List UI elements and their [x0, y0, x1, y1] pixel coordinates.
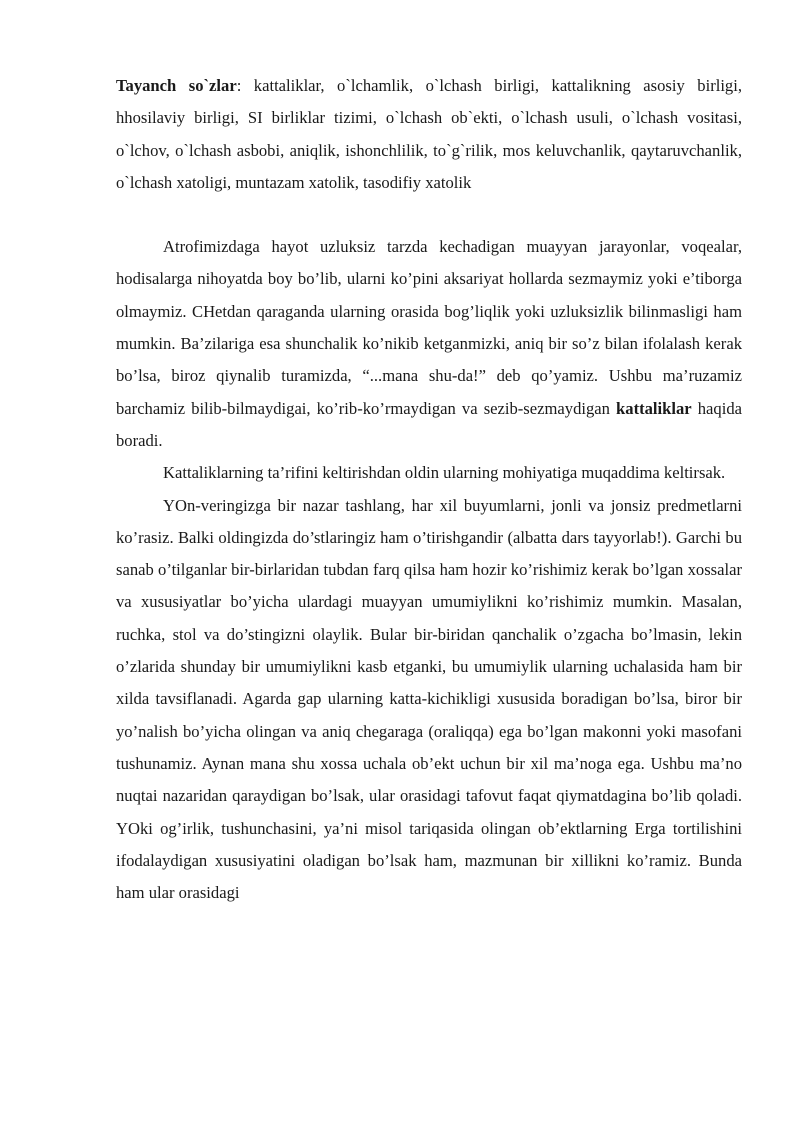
body-paragraph: YOn-veringizga bir nazar tashlang, har xil buyumlarni, jonli va jonsiz predmetlarni ko’rasiz. Balki oldingizda do’stlaringiz ham o’tirishgandir (albatta dars tayyorlab!). Garchi bu sanab o’tilganlar bir-birlaridan tubdan farq qilsa ham hozir ko’rishimiz kerak bo’lgan xossalar va xususiyatlar bo’yicha ulardagi muayyan umumiylikni ko’rishimiz mumkin. Masalan, ruchka, stol va do’stingizni olaylik. Bular bir-biridan qanchalik o’zgacha bo’lmasin, lekin o’zlarida shunday bir umumiylikni kasb etganki, bu umumiylik ularning uchalasida ham bir xilda tavsiflanadi. Agarda gap ularning katta-kichikligi xususida boradigan bo’lsa, biror bir yo’nalish bo’yicha olingan va aniq chegaraga (oraliqqa) ega bo’lgan makonni yoki masofani tushunamiz. Aynan mana shu xossa uchala ob’ekt uchun bir xil ma’noga ega. Ushbu ma’no nuqtai nazaridan qaraydigan bo’lsak, ular orasidagi tafovut faqat qiymatdagina bo’lib qoladi. YOki og’irlik, tushunchasini, ya’ni misol tariqasida olingan ob’ektlarning Erga tortilishini ifodalaydigan xususiyatini oladigan bo’lsak ham, mazmunan bir xillikni ko’ramiz. Bunda ham ular orasidagi — [116, 495, 742, 903]
intro-text: Atrofimizdaga hayot uzluksiz tarzda kechadigan muayyan jarayonlar, voqealar, hodisalarga nihoyatda boy bo’lib, ularni ko’pini aksariyat hollarda sezmaymiz yoki e’tiborga olmaymiz. CHetdan qaraganda ularning orasida bog’liqlik yoki uzluksizlik bilinmasligi ham mumkin. Ba’zilariga esa shunchalik ko’nikib ketganmizki, aniq bir so’z bilan ifolalash kerak bo’lsa, biroz qiynalib turamizda, “...mana shu-da!” deb qo’yamiz. Ushbu ma’ruzamiz barchamiz bilib-bilmaydigai, ko’rib-ko’rmaydigan va sezib-sezmaydigan — [116, 237, 742, 418]
intro-bold-term: kattaliklar — [616, 398, 692, 418]
document-page — [116, 70, 742, 909]
keywords-paragraph — [116, 70, 742, 199]
paragraph-gap — [116, 199, 742, 231]
keywords-label: Tayanch so`zlar — [116, 76, 237, 95]
intro-paragraph — [116, 231, 742, 457]
intro-text-end: haqida boradi. — [116, 398, 742, 450]
definition-intro-paragraph: Kattaliklarning ta’rifini keltirishdan oldin ularning mohiyatiga muqaddima keltirsak. — [163, 463, 726, 483]
keywords-text: : kattaliklar, o`lchamlik, o`lchash birligi, kattalikning asosiy birligi, hhosilaviy birligi, SI birliklar tizimi, o`lchash ob`ekti, o`lchash usuli, o`lchash vositasi, o`lchov, o`lchash asbobi, aniqlik, ishonchlilik, to`g`rilik, mos keluvchanlik, qaytaruvchanlik, o`lchash xatoligi, muntazam xatolik, tasodifiy xatolik — [116, 76, 742, 192]
